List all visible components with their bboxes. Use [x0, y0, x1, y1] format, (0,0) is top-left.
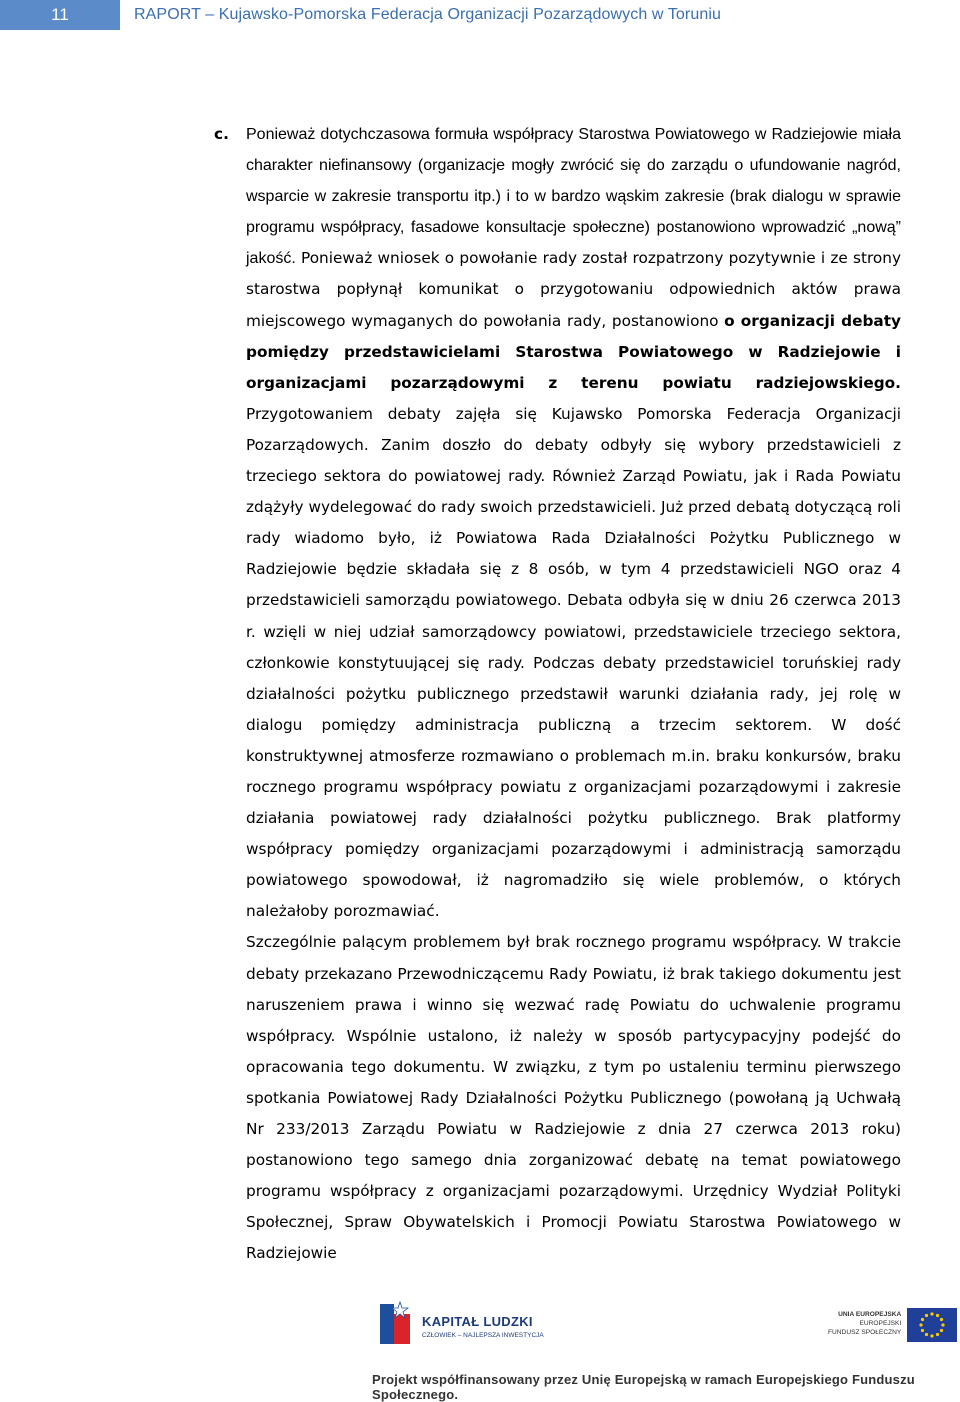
eu-line-1: UNIA EUROPEJSKA [838, 1311, 902, 1318]
kapital-ludzki-title: KAPITAŁ LUDZKI [422, 1314, 533, 1329]
eu-logo [828, 1308, 957, 1342]
page-header [0, 0, 960, 30]
eu-line-3: FUNDUSZ SPOŁECZNY [828, 1329, 902, 1336]
funding-note: Projekt współfinansowany przez Unię Europejską w ramach Europejskiego Funduszu Społecznego. [372, 1372, 915, 1402]
kapital-ludzki-logo [378, 1300, 544, 1346]
kapital-ludzki-subtitle: CZŁOWIEK – NAJLEPSZA INWESTYCJA [422, 1332, 544, 1339]
paragraph-1-sentence-2: Ponieważ wniosek o powołanie rady został rozpatrzony pozytywnie i ze strony starostwa popłynął komunikat o przygotowaniu odpowiednich aktów prawa miejscowego wymaganych do powołania rady, postanowiono [246, 249, 901, 330]
eu-flag-icon [907, 1308, 957, 1342]
page-footer [0, 1290, 960, 1402]
eu-text [828, 1310, 901, 1337]
list-marker: c. [214, 125, 229, 143]
kapital-ludzki-text [422, 1314, 544, 1339]
header-title: RAPORT – Kujawsko-Pomorska Federacja Organizacji Pozarządowych w Toruniu [134, 6, 722, 23]
paragraph-2: Szczególnie palącym problemem był brak rocznego programu współpracy. W trakcie debaty przekazano Przewodniczącemu Rady Powiatu, iż brak takiego dokumentu jest naruszeniem prawa i winno się wezwać radę Powiatu do uchwalenie programu współpracy. Wspólnie ustalono, iż należy w sposób partycypacyjny podejść do opracowania tego dokumentu. W związku, z tym po ustaleniu terminu pierwszego spotkania Powiatowej Rady Działalności Pożytku Publicznego (powołaną ją Uchwałą Nr 233/2013 Zarządu Powiatu w Radziejowie z dnia 27 czerwca 2013 roku) postanowiono tego samego dnia zorganizować debatę na temat powiatowego programu współpracy z organizacjami pozarządowymi. Urzędnicy Wydział Polityki Społecznej, Spraw Obywatelskich i Promocji Powiatu Starostwa Powiatowego w Radziejowie [246, 933, 901, 1263]
kapital-ludzki-emblem-icon [378, 1300, 414, 1346]
eu-line-2: EUROPEJSKI [859, 1320, 902, 1327]
paragraph-1-sentence-1: Ponieważ dotychczasowa formuła współpracy Starostwa Powiatowego w Radziejowie miała charakter niefinansowy (organizacje mogły zwrócić się do zarządu o ufundowanie nagród, wsparcie w zakresie transportu itp.) i to w bardzo wąskim zakresie (brak dialogu w sprawie programu współpracy, fasadowe konsultacje społeczne) postanowiono wprowadzić „nową” jakość. [246, 126, 901, 268]
paragraph-1-bold-text: o organizacji debaty pomiędzy przedstawicielami Starostwa Powiatowego w Radziejowie i organizacjami pozarządowymi z terenu powiatu radziejowskiego. [246, 311, 901, 392]
page-number: 11 [0, 0, 120, 30]
document-body [214, 119, 901, 1269]
paragraph-1 [214, 119, 901, 927]
paragraph-1-sentence-3: Przygotowaniem debaty zajęła się Kujawsko Pomorska Federacja Organizacji Pozarządowych. Zanim doszło do debaty odbyły się wybory przedstawicieli z trzeciego sektora do powiatowej rady. Również Zarząd Powiatu, jak i Rada Powiatu zdążyły wydelegować do rady swoich przedstawicieli. Już przed debatą dotyczącą roli rady wiadomo było, iż Powiatowa Rada Działalności Pożytku Publicznego w Radziejowie będzie składała się z 8 osób, w tym 4 przedstawicieli NGO oraz 4 przedstawicieli samorządu powiatowego. Debata odbyła się w dniu 26 czerwca 2013 r. wzięli w niej udział samorządowcy powiatowi, przedstawiciele trzeciego sektora, członkowie konstytuującej się rady. Podczas debaty przedstawiciel toruńskiej rady działalności pożytku publicznego przedstawił warunki działania rady, jej rolę w dialogu pomiędzy administracja publiczną a trzecim sektorem. W dość konstruktywnej atmosferze rozmawiano o problemach m.in. braku konkursów, braku rocznego programu współpracy powiatu z organizacjami pozarządowymi i zakresie działania powiatowej rady działalności pożytku publicznego. Brak platformy współpracy pomiędzy organizacjami pozarządowymi i administracją samorządu powiatowego spowodował, iż nagromadziło się wiele problemów, o których należałoby porozmawiać. [246, 404, 901, 921]
